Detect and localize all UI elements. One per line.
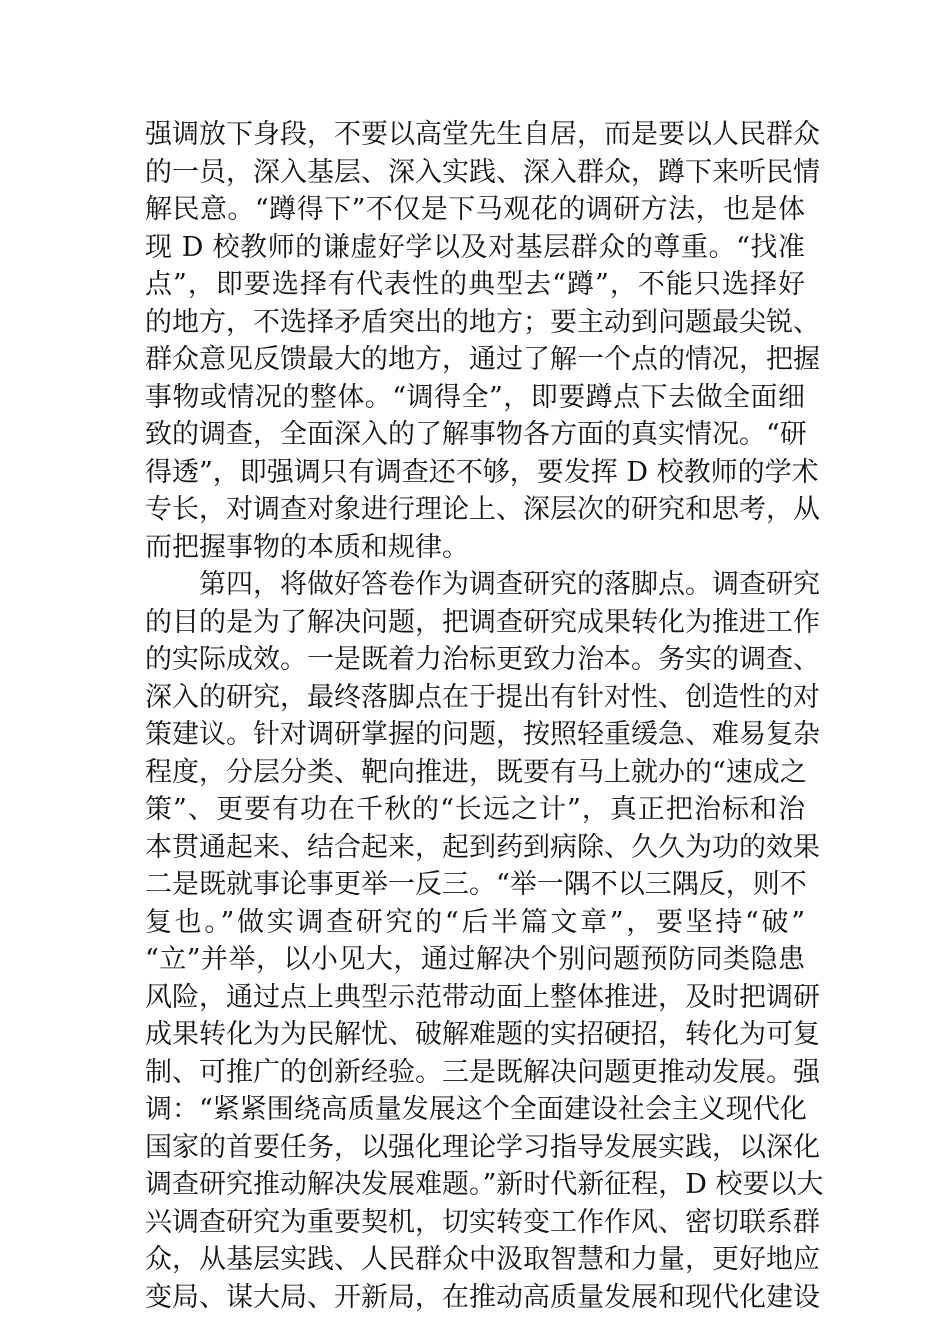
text-line: 兴调查研究为重要契机，切实转变工作作风、密切联系群 — [145, 1206, 820, 1238]
text-line: 群众意见反馈最大的地方，通过了解一个点的情况，把握 — [145, 344, 820, 375]
text-line: 策建议。针对调研掌握的问题，按照轻重缓急、难易复杂 — [145, 719, 820, 750]
text-line: 程度，分层分类、靶向推进，既要有马上就办的“速成之 — [145, 756, 807, 788]
text-line: 现 D 校教师的谦虚好学以及对基层群众的尊重。“找准 — [145, 231, 805, 263]
text-line: 解民意。“蹲得下”不仅是下马观花的调研方法，也是体 — [145, 194, 805, 225]
text-line: 点”，即要选择有代表性的典型去“蹲”，不能只选择好 — [145, 269, 805, 300]
text-line: 成果转化为为民解忧、破解难题的实招硬招，转化为可复 — [145, 1019, 820, 1050]
text-line: 的目的是为了解决问题，把调查研究成果转化为推进工作 — [145, 606, 820, 638]
text-line: 的地方，不选择矛盾突出的地方；要主动到问题最尖锐、 — [145, 306, 820, 338]
text-line: 国家的首要任务，以强化理论学习指导发展实践，以深化 — [145, 1131, 820, 1163]
text-line: 的实际成效。一是既着力治标更致力治本。务实的调查、 — [145, 644, 820, 675]
text-line: 众，从基层实践、人民群众中汲取智慧和力量，更好地应 — [145, 1244, 820, 1275]
text-line: 深入的研究，最终落脚点在于提出有针对性、创造性的对 — [145, 681, 820, 713]
text-line: 风险，通过点上典型示范带动面上整体推进，及时把调研 — [145, 981, 820, 1013]
text-line: 得透”，即强调只有调查还不够，要发挥 D 校教师的学术 — [145, 456, 819, 488]
text-line: 制、可推广的创新经验。三是既解决问题更推动发展。强 — [145, 1056, 820, 1088]
text-line: 调查研究推动解决发展难题。”新时代新征程，D 校要以大 — [145, 1169, 824, 1200]
text-line: 复也。”做实调查研究的“后半篇文章”，要坚持“破” — [145, 906, 805, 938]
text-line: 二是既就事论事更举一反三。“举一隅不以三隅反，则不 — [145, 869, 807, 900]
text-line: 的一员，深入基层、深入实践、深入群众，蹲下来听民情 — [145, 156, 820, 188]
text-line: “立”并举，以小见大，通过解决个别问题预防同类隐患 — [145, 944, 805, 975]
text-line: 强调放下身段，不要以高堂先生自居，而是要以人民群众 — [145, 119, 820, 150]
text-line: 策”、更要有功在千秋的“长远之计”，真正把治标和治 — [145, 794, 805, 825]
text-line: 变局、谋大局、开新局，在推动高质量发展和现代化建设 — [145, 1281, 820, 1313]
text-line: 本贯通起来、结合起来，起到药到病除、久久为功的效果 — [145, 831, 820, 863]
text-line: 专长，对调查对象进行理论上、深层次的研究和思考，从 — [145, 494, 820, 525]
paragraph-first-line: 第四，将做好答卷作为调查研究的落脚点。调查研究 — [199, 569, 820, 600]
text-line: 事物或情况的整体。“调得全”，即要蹲点下去做全面细 — [145, 381, 805, 413]
document-body — [145, 116, 824, 1316]
paragraph-end-line: 而把握事物的本质和规律。 — [145, 531, 469, 563]
text-line: 致的调查，全面深入的了解事物各方面的真实情况。“研 — [145, 419, 807, 450]
text-line: 调：“紧紧围绕高质量发展这个全面建设社会主义现代化 — [145, 1094, 807, 1125]
